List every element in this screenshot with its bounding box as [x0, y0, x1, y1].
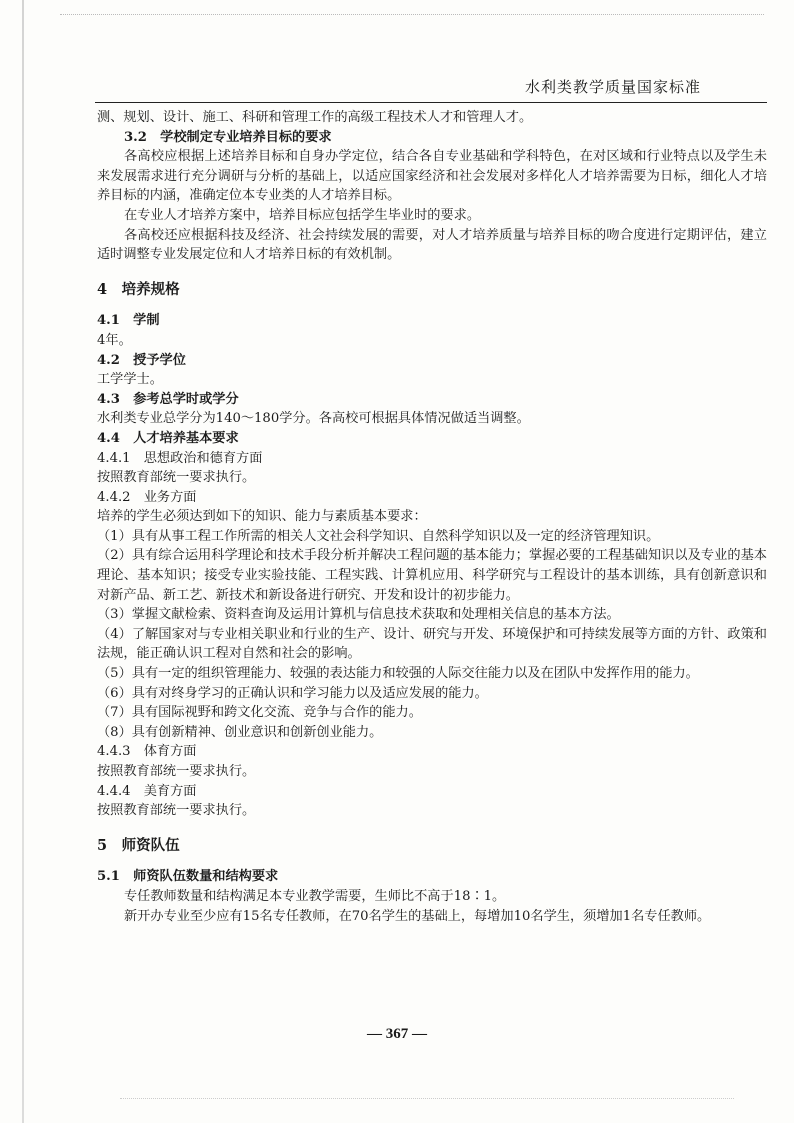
scan-edge: [22, 0, 24, 1123]
list-item: （6）具有对终身学习的正确认识和学习能力以及适应发展的能力。: [97, 685, 488, 701]
heading-4: 4 培养规格: [97, 280, 180, 298]
paragraph: 培养的学生必须达到如下的知识、能力与素质基本要求：: [97, 509, 427, 525]
heading-4-4-2: 4.4.2 业务方面: [97, 489, 197, 505]
paragraph: 新开办专业至少应有15名专任教师，在70名学生的基础上，每增加10名学生，须增加1名专任教师。: [124, 908, 711, 924]
header-rule: [95, 102, 767, 103]
heading-5: 5 师资队伍: [97, 836, 180, 854]
list-item: （1）具有从事工程工作所需的相关人文社会科学知识、自然科学知识以及一定的经济管理知识。: [97, 528, 660, 544]
paragraph: 水利类专业总学分为140～180学分。各高校可根据具体情况做适当调整。: [97, 411, 530, 427]
page-number: — 367 —: [367, 1026, 427, 1042]
running-header: 水利类教学质量国家标准: [524, 78, 701, 96]
paragraph: 工学学士。: [97, 372, 163, 388]
list-item: （4）了解国家对与专业相关职业和行业的生产、设计、研究与开发、环境保护和可持续发展等方面的方针、政策和法规，能正确认识工程对自然和社会的影响。: [97, 626, 767, 662]
heading-4-4-3: 4.4.3 体育方面: [97, 744, 197, 760]
paragraph: 按照教育部统一要求执行。: [97, 803, 256, 819]
heading-5-1: 5.1 师资队伍数量和结构要求: [97, 869, 279, 885]
heading-4-2: 4.2 授予学位: [97, 352, 186, 368]
heading-4-3: 4.3 参考总学时或学分: [97, 391, 239, 407]
scan-top-artifact: [60, 14, 764, 16]
list-item: （5）具有一定的组织管理能力、较强的表达能力和较强的人际交往能力以及在团队中发挥作用的能力。: [97, 666, 699, 682]
list-item: （8）具有创新精神、创业意识和创新创业能力。: [97, 724, 383, 740]
list-item: （7）具有国际视野和跨文化交流、竞争与合作的能力。: [97, 705, 422, 721]
paragraph-continuation: 测、规划、设计、施工、科研和管理工作的高级工程技术人才和管理人才。: [97, 110, 533, 125]
paragraph: 各高校应根据上述培养目标和自身办学定位，结合各自专业基础和学科特色，在对区域和行业特点以及学生未来发展需求进行充分调研与分析的基础上，以适应国家经济和社会发展对多样化人才培养需要为日标，细化人才培养目标的内涵，准确定位本专业类的人才培养目标。: [97, 149, 767, 204]
paragraph: 4年。: [97, 332, 132, 348]
list-item: （3）掌握文献检索、资料查询及运用计算机与信息技术获取和处理相关信息的基本方法。: [97, 607, 620, 623]
paragraph: 专任教师数量和结构满足本专业教学需要，生师比不高于18∶1。: [124, 888, 506, 904]
list-item: （2）具有综合运用科学理论和技术手段分析并解决工程问题的基本能力；掌握必要的工程基础知识以及专业的基本理论、基本知识；接受专业实验技能、工程实践、计算机应用、科学研究与工程设计的基本训练，具有创新意识和对新产品、新工艺、新技术和新设备进行研究、开发和设计的初步能力。: [97, 548, 767, 603]
paragraph: 各高校还应根据科技及经济、社会持续发展的需要，对人才培养质量与培养目标的吻合度进行定期评估，建立适时调整专业发展定位和人才培养日标的有效机制。: [97, 227, 767, 263]
heading-3-2: 3.2 学校制定专业培养目标的要求: [124, 129, 332, 145]
heading-4-1: 4.1 学制: [97, 313, 160, 329]
scan-bottom-artifact: [120, 1098, 734, 1100]
page-body: [97, 108, 767, 926]
heading-4-4-4: 4.4.4 美育方面: [97, 783, 197, 799]
paragraph: 在专业人才培养方案中，培养目标应包括学生毕业时的要求。: [124, 207, 481, 223]
paragraph: 按照教育部统一要求执行。: [97, 764, 256, 779]
paragraph: 按照教育部统一要求执行。: [97, 470, 256, 486]
heading-4-4-1: 4.4.1 思想政治和德育方面: [97, 450, 263, 466]
heading-4-4: 4.4 人才培养基本要求: [97, 430, 239, 446]
